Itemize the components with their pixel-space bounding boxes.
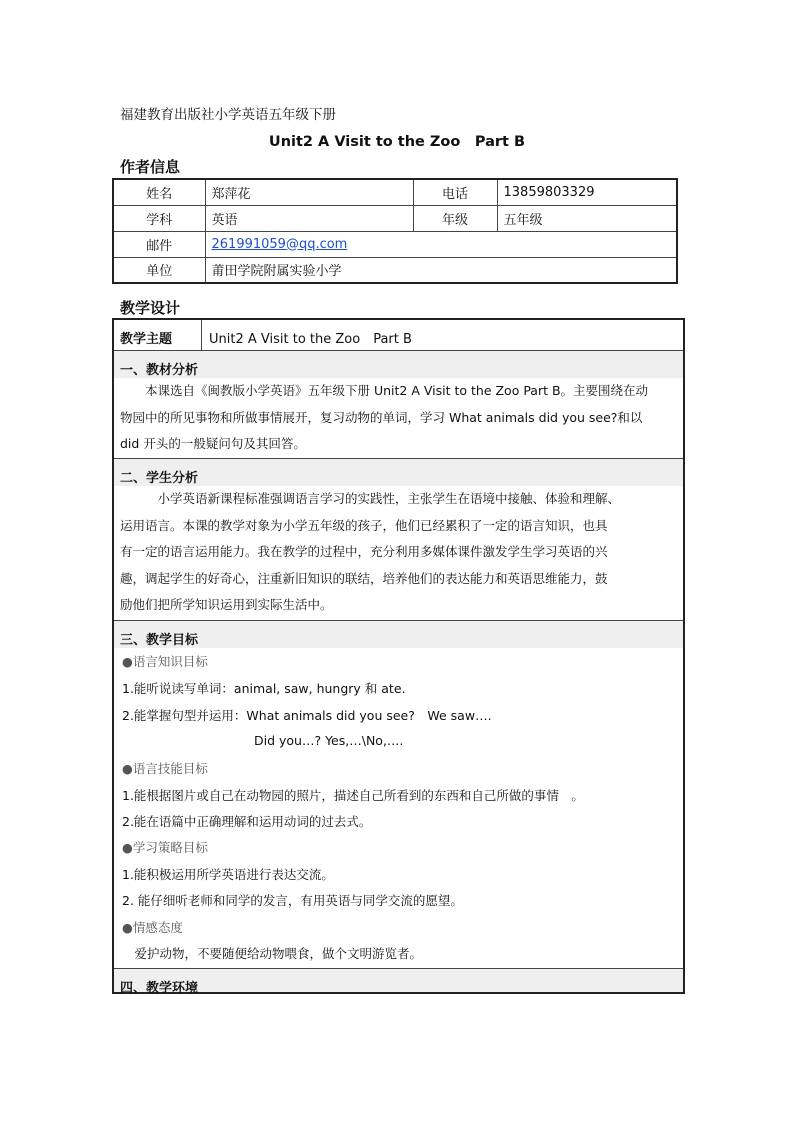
student-line: 小学英语新课程标准强调语言学习的实践性，主张学生在语境中接触、体验和理解、 bbox=[120, 491, 621, 506]
theme-label: 教学主题 bbox=[120, 332, 173, 347]
student-line: 有一定的语言运用能力。我在教学的过程中，充分利用多媒体课件激发学生学习英语的兴 bbox=[120, 544, 608, 559]
subject-value: 英语 bbox=[205, 205, 413, 231]
theme-row bbox=[114, 320, 683, 350]
email-cell bbox=[205, 231, 677, 257]
publisher-line: 福建教育出版社小学英语五年级下册 bbox=[120, 107, 336, 123]
skill-goal-heading: ●语言技能目标 bbox=[122, 761, 208, 776]
teaching-design-table bbox=[112, 318, 685, 994]
strategy-goal-heading: ●学习策略目标 bbox=[122, 840, 208, 855]
theme-value: Unit2 A Visit to the Zoo Part B bbox=[209, 332, 412, 347]
student-line: 励他们把所学知识运用到实际生活中。 bbox=[120, 597, 333, 612]
teaching-design-heading: 教学设计 bbox=[120, 299, 181, 317]
grade-value: 五年级 bbox=[497, 205, 677, 231]
student-line: 趣，调起学生的好奇心，注重新旧知识的联结，培养他们的表达能力和英语思维能力，鼓 bbox=[120, 570, 608, 586]
knowledge-goal-2: 2.能掌握句型并运用：What animals did you see? We saw…. bbox=[122, 708, 492, 723]
theme-divider bbox=[201, 320, 202, 350]
attitude-goal-1: 爱护动物，不要随便给动物喂食，做个文明游览者。 bbox=[122, 946, 423, 961]
material-line: 物园中的所见事物和所做事情展开，复习动物的单词，学习 What animals did you see?和以 bbox=[120, 409, 643, 425]
email-label: 邮件 bbox=[113, 231, 205, 257]
document-title: Unit2 A Visit to the Zoo Part B bbox=[268, 134, 526, 150]
knowledge-goal-3: Did you…? Yes,…\No,…. bbox=[254, 733, 404, 748]
student-analysis-heading: 二、学生分析 bbox=[114, 458, 683, 486]
student-analysis-text bbox=[120, 486, 675, 619]
knowledge-goal-heading: ●语言知识目标 bbox=[122, 654, 208, 669]
unit-label: 单位 bbox=[113, 257, 205, 283]
email-link[interactable]: 261991059@qq.com bbox=[211, 236, 348, 252]
subject-label: 学科 bbox=[113, 205, 205, 231]
grade-label: 年级 bbox=[413, 205, 497, 231]
strategy-goal-2: 2. 能仔细听老师和同学的发言，有用英语与同学交流的愿望。 bbox=[122, 893, 463, 908]
phone-label: 电话 bbox=[413, 179, 497, 205]
teaching-environment-heading: 四、教学环境 bbox=[114, 968, 683, 992]
student-line: 运用语言。本课的教学对象为小学五年级的孩子，他们已经累积了一定的语言知识，也具 bbox=[120, 517, 608, 533]
name-label: 姓名 bbox=[113, 179, 205, 205]
attitude-goal-heading: ●情感态度 bbox=[122, 920, 183, 935]
author-info-table bbox=[112, 178, 678, 284]
material-line: did 开头的一般疑问句及其回答。 bbox=[120, 436, 306, 451]
phone-value: 13859803329 bbox=[497, 179, 677, 205]
teaching-goals-heading: 三、教学目标 bbox=[114, 620, 683, 648]
name-value: 郑萍花 bbox=[205, 179, 413, 205]
unit-value: 莆田学院附属实验小学 bbox=[205, 257, 677, 283]
skill-goal-1: 1.能根据图片或自己在动物园的照片，描述自己所看到的东西和自己所做的事情 。 bbox=[122, 788, 584, 803]
strategy-goal-1: 1.能积极运用所学英语进行表达交流。 bbox=[122, 867, 334, 882]
material-analysis-heading: 一、教材分析 bbox=[114, 350, 683, 378]
knowledge-goal-1: 1.能听说读写单词：animal, saw, hungry 和 ate. bbox=[122, 681, 406, 696]
author-info-heading: 作者信息 bbox=[120, 158, 181, 176]
material-analysis-text bbox=[120, 378, 675, 458]
material-line: 本课选自《闽教版小学英语》五年级下册 Unit2 A Visit to the Zoo Part B。主要围绕在动 bbox=[120, 383, 649, 398]
skill-goal-2: 2.能在语篇中正确理解和运用动词的过去式。 bbox=[122, 814, 372, 829]
